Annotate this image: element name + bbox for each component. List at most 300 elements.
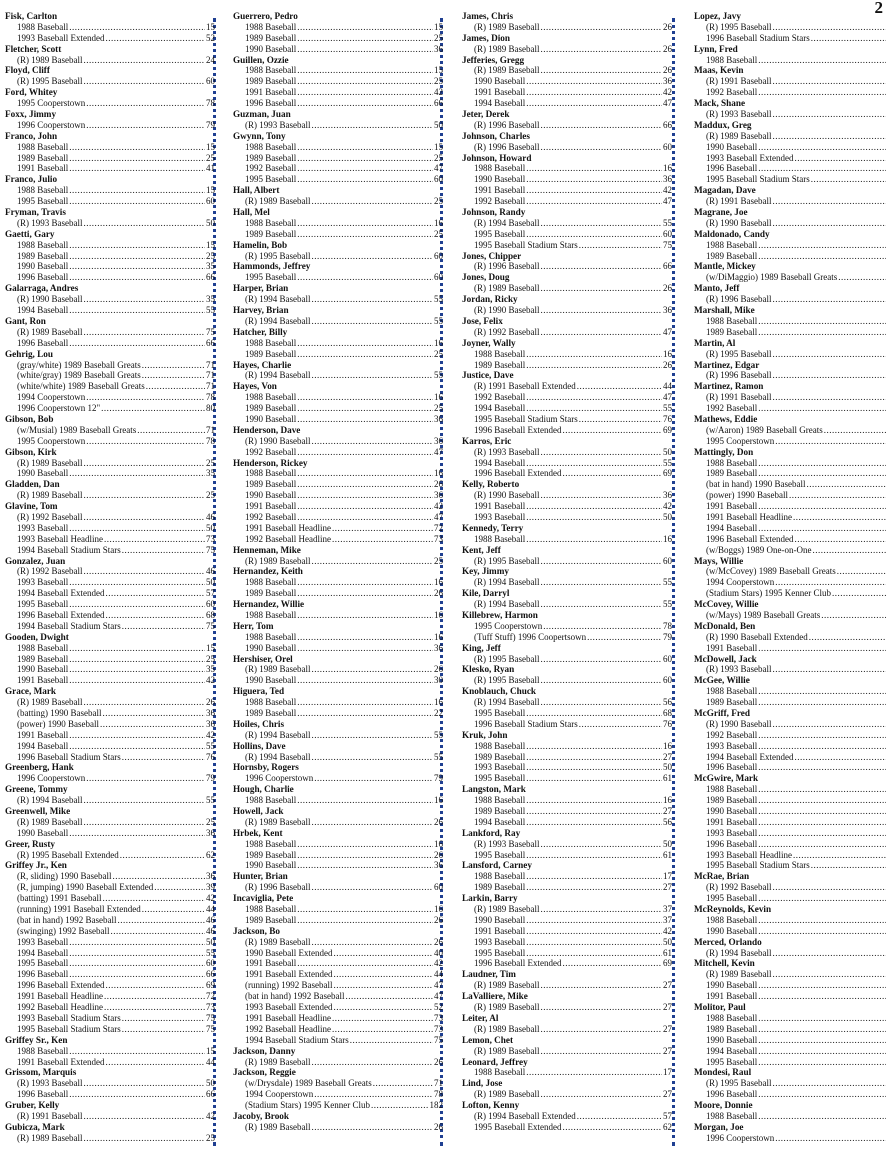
entry-title: (power) 1990 Baseball bbox=[17, 718, 99, 729]
entry-page: 39 bbox=[206, 882, 215, 893]
checklist-entry bbox=[5, 338, 215, 349]
checklist-entry bbox=[233, 730, 443, 741]
dot-leader bbox=[541, 1024, 663, 1035]
entry-page: 26 bbox=[434, 479, 443, 490]
dot-leader bbox=[297, 915, 433, 926]
checklist-entry bbox=[694, 349, 886, 360]
dot-leader bbox=[84, 697, 206, 708]
entry-title: 1995 Baseball bbox=[245, 174, 297, 185]
entry-page: 16 bbox=[434, 795, 443, 806]
entry-page: 76 bbox=[663, 413, 672, 424]
entry-page: 15 bbox=[206, 185, 215, 196]
player-name: Jordan, Ricky bbox=[462, 294, 518, 305]
entry-page: 42 bbox=[206, 675, 215, 686]
entry-title: (R) 1994 Baseball bbox=[245, 315, 311, 326]
dot-leader bbox=[312, 882, 434, 893]
dot-leader bbox=[312, 370, 434, 381]
entry-page: 36 bbox=[206, 718, 215, 729]
dot-leader bbox=[69, 185, 205, 196]
checklist-entry bbox=[694, 142, 886, 153]
entry-title: 1995 Cooperstown bbox=[474, 620, 543, 631]
checklist-entry bbox=[462, 414, 672, 425]
entry-page: 47 bbox=[663, 98, 672, 109]
entry-title: (R) 1993 Baseball bbox=[17, 1078, 83, 1089]
player-name: Mattingly, Don bbox=[694, 446, 754, 457]
dot-leader bbox=[333, 980, 433, 991]
player-name: McReynolds, Kevin bbox=[694, 904, 772, 915]
entry-page: 27 bbox=[663, 1023, 672, 1034]
dot-leader bbox=[312, 1122, 434, 1133]
entry-page: 50 bbox=[663, 762, 672, 773]
entry-page: 36 bbox=[434, 413, 443, 424]
entry-title: (R) 1996 Baseball bbox=[474, 119, 540, 130]
entry-page: 55 bbox=[206, 947, 215, 958]
player-name: Jose, Felix bbox=[462, 315, 503, 326]
entry-title: 1996 Baseball bbox=[17, 337, 69, 348]
checklist-entry bbox=[462, 675, 672, 686]
entry-title: (R) 1994 Baseball bbox=[474, 217, 540, 228]
checklist-entry bbox=[694, 468, 886, 479]
checklist-entry bbox=[462, 87, 672, 98]
dot-leader bbox=[332, 1013, 433, 1024]
dot-leader bbox=[120, 850, 205, 861]
entry-page: 62 bbox=[663, 1121, 672, 1132]
entry-page: 66 bbox=[434, 98, 443, 109]
entry-page: 61 bbox=[663, 773, 672, 784]
dot-leader bbox=[84, 490, 206, 501]
dot-leader bbox=[69, 142, 205, 153]
entry-page: 26 bbox=[434, 1121, 443, 1132]
entry-title: (R) 1989 Baseball bbox=[474, 65, 540, 76]
checklist-entry bbox=[5, 882, 215, 893]
dot-leader bbox=[526, 708, 662, 719]
checklist-entry bbox=[694, 392, 886, 403]
checklist-entry bbox=[694, 893, 886, 904]
entry-page: 16 bbox=[434, 577, 443, 588]
dot-leader bbox=[758, 784, 886, 795]
dot-leader bbox=[541, 305, 663, 316]
player-name: Gwynn, Tony bbox=[233, 130, 286, 141]
entry-title: 1989 Baseball bbox=[706, 250, 758, 261]
entry-title: 1996 Baseball bbox=[706, 1089, 758, 1100]
entry-title: (R) 1994 Baseball bbox=[245, 751, 311, 762]
checklist-entry bbox=[233, 229, 443, 240]
dot-leader bbox=[350, 1035, 433, 1046]
entry-page: 36 bbox=[434, 43, 443, 54]
checklist-entry bbox=[5, 360, 215, 371]
checklist-entry bbox=[694, 1089, 886, 1100]
entry-page: 25 bbox=[434, 403, 443, 414]
entry-title: 1990 Baseball bbox=[706, 141, 758, 152]
checklist-entry bbox=[462, 1111, 672, 1122]
dot-leader bbox=[84, 55, 206, 66]
entry-title: (R) 1995 Baseball bbox=[245, 250, 311, 261]
entry-page: 66 bbox=[206, 337, 215, 348]
checklist-entry bbox=[5, 915, 215, 926]
checklist-entry bbox=[233, 588, 443, 599]
dot-leader bbox=[541, 675, 663, 686]
checklist-entry bbox=[5, 599, 215, 610]
checklist-entry bbox=[462, 621, 672, 632]
entry-title: 1989 Baseball bbox=[245, 32, 297, 43]
entry-page: 16 bbox=[434, 217, 443, 228]
player-name: Johnson, Randy bbox=[462, 207, 526, 218]
checklist-entry bbox=[694, 1024, 886, 1035]
checklist-entry bbox=[694, 22, 886, 33]
checklist-entry bbox=[694, 948, 886, 959]
entry-title: (Stadium Stars) 1995 Kenner Club bbox=[245, 1100, 370, 1111]
entry-page: 16 bbox=[434, 631, 443, 642]
dot-leader bbox=[526, 937, 662, 948]
entry-title: 1988 Baseball bbox=[474, 740, 526, 751]
entry-title: 1988 Baseball bbox=[706, 686, 758, 697]
checklist-entry bbox=[233, 436, 443, 447]
player-name: Morgan, Joe bbox=[694, 1121, 744, 1132]
entry-page: 50 bbox=[663, 511, 672, 522]
dot-leader bbox=[526, 512, 662, 523]
checklist-entry bbox=[233, 991, 443, 1002]
dot-leader bbox=[526, 534, 662, 545]
checklist-entry bbox=[694, 174, 886, 185]
entry-page: 60 bbox=[434, 882, 443, 893]
page-number: 2 bbox=[874, 0, 883, 17]
entry-title: 1993 Baseball Extended bbox=[706, 152, 794, 163]
player-name: Grissom, Marquis bbox=[5, 1067, 77, 1078]
dot-leader bbox=[794, 752, 886, 763]
checklist-entry bbox=[233, 850, 443, 861]
entry-page: 16 bbox=[434, 609, 443, 620]
player-name: Johnson, Charles bbox=[462, 130, 530, 141]
entry-page: 78 bbox=[206, 435, 215, 446]
entry-title: 1994 Baseball bbox=[17, 305, 69, 316]
dot-leader bbox=[297, 675, 433, 686]
entry-page: 36 bbox=[434, 435, 443, 446]
player-name: Gibson, Kirk bbox=[5, 446, 57, 457]
checklist-entry bbox=[233, 370, 443, 381]
entry-title: 1989 Baseball bbox=[706, 1023, 758, 1034]
dot-leader bbox=[758, 1035, 886, 1046]
player-name: Gooden, Dwight bbox=[5, 631, 69, 642]
entry-page: 55 bbox=[206, 305, 215, 316]
dot-leader bbox=[122, 1013, 205, 1024]
entry-page: 26 bbox=[434, 816, 443, 827]
entry-title: 1989 Baseball bbox=[706, 795, 758, 806]
checklist-entry bbox=[694, 436, 886, 447]
entry-title: (power) 1990 Baseball bbox=[706, 490, 788, 501]
entry-page: 26 bbox=[434, 588, 443, 599]
checklist-entry bbox=[5, 196, 215, 207]
dot-leader bbox=[84, 76, 206, 87]
checklist-entry bbox=[694, 1057, 886, 1068]
entry-title: 1989 Baseball bbox=[17, 250, 69, 261]
dot-leader bbox=[526, 163, 662, 174]
dot-leader bbox=[562, 958, 662, 969]
checklist-entry bbox=[462, 283, 672, 294]
entry-title: 1995 Baseball bbox=[17, 958, 69, 969]
checklist-entry bbox=[462, 599, 672, 610]
entry-title: 1996 Baseball bbox=[706, 838, 758, 849]
entry-title: 1994 Baseball Stadium Stars bbox=[17, 544, 121, 555]
entry-title: 1992 Baseball bbox=[245, 446, 297, 457]
dot-leader bbox=[105, 588, 205, 599]
entry-title: (R) 1989 Baseball bbox=[474, 283, 540, 294]
dot-leader bbox=[526, 98, 662, 109]
checklist-entry bbox=[694, 251, 886, 262]
entry-title: 1993 Baseball Extended bbox=[17, 32, 105, 43]
entry-page: 36 bbox=[206, 708, 215, 718]
entry-title: 1989 Baseball bbox=[245, 708, 297, 718]
checklist-entry bbox=[233, 1122, 443, 1133]
checklist-entry bbox=[233, 534, 443, 545]
entry-title: 1989 Baseball bbox=[474, 359, 526, 370]
checklist-entry bbox=[694, 534, 886, 545]
entry-title: (R) 1989 Baseball bbox=[706, 130, 772, 141]
player-name: Martinez, Ramon bbox=[694, 381, 764, 392]
entry-title: 1992 Baseball bbox=[245, 163, 297, 174]
entry-page: 24 bbox=[206, 54, 215, 65]
entry-page: 16 bbox=[663, 348, 672, 359]
checklist-entry bbox=[233, 403, 443, 414]
entry-page: 50 bbox=[206, 936, 215, 947]
player-name: Larkin, Barry bbox=[462, 893, 518, 904]
entry-title: (R) 1989 Baseball bbox=[474, 43, 540, 54]
entry-page: 68 bbox=[663, 708, 672, 718]
entry-title: 1988 Baseball bbox=[706, 914, 758, 925]
entry-title: 1989 Baseball bbox=[474, 751, 526, 762]
entry-page: 55 bbox=[206, 740, 215, 751]
checklist-entry bbox=[462, 839, 672, 850]
checklist-entry bbox=[462, 1046, 672, 1057]
entry-page: 71 bbox=[434, 1078, 443, 1089]
entry-title: 1991 Baseball Headline bbox=[17, 991, 103, 1002]
entry-page: 46 bbox=[206, 511, 215, 522]
entry-title: 1988 Baseball bbox=[706, 315, 758, 326]
entry-page: 60 bbox=[663, 675, 672, 686]
entry-title: (R) 1994 Baseball bbox=[245, 729, 311, 740]
entry-title: (R) 1992 Baseball bbox=[706, 882, 772, 893]
checklist-entry bbox=[462, 882, 672, 893]
player-name: McCovey, Willie bbox=[694, 599, 759, 610]
entry-title: 1988 Baseball bbox=[706, 239, 758, 250]
dot-leader bbox=[837, 566, 886, 577]
dot-leader bbox=[69, 577, 205, 588]
dot-leader bbox=[69, 240, 205, 251]
dot-leader bbox=[758, 501, 886, 512]
entry-page: 36 bbox=[206, 827, 215, 838]
checklist-entry bbox=[5, 218, 215, 229]
player-name: Merced, Orlando bbox=[694, 936, 762, 947]
checklist-entry bbox=[694, 1078, 886, 1089]
entry-title: 1989 Baseball bbox=[474, 882, 526, 893]
checklist-entry bbox=[462, 773, 672, 784]
checklist-entry bbox=[5, 403, 215, 414]
entry-title: (R) 1989 Baseball bbox=[17, 457, 83, 468]
entry-title: (R) 1996 Baseball bbox=[474, 141, 540, 152]
checklist-entry bbox=[233, 142, 443, 153]
checklist-entry bbox=[233, 251, 443, 262]
dot-leader bbox=[773, 349, 886, 360]
entry-page: 57 bbox=[663, 1110, 672, 1121]
player-name: Guerrero, Pedro bbox=[233, 11, 298, 21]
checklist-entry bbox=[233, 795, 443, 806]
entry-title: 1988 Baseball bbox=[245, 838, 297, 849]
dot-leader bbox=[297, 501, 433, 512]
entry-title: 1988 Baseball bbox=[474, 348, 526, 359]
checklist-entry bbox=[462, 577, 672, 588]
dot-leader bbox=[775, 577, 886, 588]
entry-title: 1995 Cooperstown bbox=[17, 98, 86, 109]
checklist-entry bbox=[233, 174, 443, 185]
dot-leader bbox=[297, 272, 433, 283]
dot-leader bbox=[758, 163, 886, 174]
checklist-entry bbox=[462, 76, 672, 87]
checklist-entry bbox=[694, 512, 886, 523]
column-divider bbox=[672, 18, 675, 1146]
dot-leader bbox=[345, 991, 433, 1002]
dot-leader bbox=[758, 762, 886, 773]
dot-leader bbox=[69, 196, 205, 207]
entry-title: (R) 1992 Baseball bbox=[17, 511, 83, 522]
entry-title: 1992 Baseball bbox=[474, 196, 526, 207]
checklist-entry bbox=[233, 817, 443, 828]
checklist-entry bbox=[5, 893, 215, 904]
dot-leader bbox=[69, 730, 205, 741]
checklist-entry bbox=[462, 468, 672, 479]
checklist-entry bbox=[5, 675, 215, 686]
checklist-entry bbox=[5, 98, 215, 109]
dot-leader bbox=[297, 958, 433, 969]
entry-title: (R) 1994 Baseball bbox=[474, 577, 540, 588]
entry-title: 1995 Baseball Stadium Stars bbox=[706, 860, 810, 871]
player-name: Ford, Whitey bbox=[5, 87, 58, 98]
entry-page: 26 bbox=[434, 1056, 443, 1067]
dot-leader bbox=[526, 850, 662, 861]
entry-title: 1995 Baseball Stadium Stars bbox=[17, 1023, 121, 1034]
dot-leader bbox=[541, 218, 663, 229]
checklist-entry bbox=[694, 991, 886, 1002]
dot-leader bbox=[758, 795, 886, 806]
player-name: Floyd, Cliff bbox=[5, 65, 50, 76]
checklist-entry bbox=[462, 752, 672, 763]
player-name: James, Dion bbox=[462, 32, 510, 43]
dot-leader bbox=[526, 1067, 662, 1078]
entry-page: 27 bbox=[663, 1002, 672, 1013]
checklist-entry bbox=[462, 163, 672, 174]
dot-leader bbox=[541, 142, 663, 153]
checklist-entry bbox=[462, 512, 672, 523]
entry-page: 47 bbox=[663, 392, 672, 403]
entry-title: (R, jumping) 1990 Baseball Extended bbox=[17, 882, 154, 893]
dot-leader bbox=[758, 686, 886, 697]
dot-leader bbox=[297, 839, 433, 850]
dot-leader bbox=[312, 817, 434, 828]
entry-title: 1991 Baseball bbox=[17, 163, 69, 174]
entry-title: 1993 Baseball bbox=[474, 511, 526, 522]
entry-title: 1995 Baseball Stadium Stars bbox=[474, 239, 578, 250]
checklist-entry bbox=[5, 370, 215, 381]
player-name: McGwire, Mark bbox=[694, 773, 759, 784]
checklist-entry bbox=[694, 730, 886, 741]
entry-page: 50 bbox=[663, 446, 672, 457]
entry-title: (R) 1993 Baseball bbox=[706, 109, 772, 120]
entry-page: 37 bbox=[663, 914, 672, 925]
checklist-entry bbox=[462, 327, 672, 338]
entry-page: 47 bbox=[663, 196, 672, 207]
entry-title: (R) 1989 Baseball bbox=[474, 1002, 540, 1013]
dot-leader bbox=[69, 153, 205, 164]
entry-title: (R) 1995 Baseball Extended bbox=[17, 849, 119, 860]
checklist-entry bbox=[462, 948, 672, 959]
dot-leader bbox=[526, 817, 662, 828]
checklist-entry bbox=[5, 153, 215, 164]
player-name: Marshall, Mike bbox=[694, 305, 755, 316]
entry-title: 1995 Baseball bbox=[474, 773, 526, 784]
entry-title: 1993 Baseball bbox=[474, 936, 526, 947]
entry-title: 1991 Baseball bbox=[706, 501, 758, 512]
entry-title: 1993 Baseball Headline bbox=[17, 533, 103, 544]
entry-title: (R) 1991 Baseball bbox=[706, 392, 772, 403]
checklist-entry bbox=[694, 490, 886, 501]
checklist-entry bbox=[462, 425, 672, 436]
player-name: Jackson, Reggie bbox=[233, 1067, 296, 1078]
checklist-entry bbox=[233, 349, 443, 360]
checklist-entry bbox=[694, 1035, 886, 1046]
checklist-entry bbox=[233, 65, 443, 76]
player-name: Howell, Jack bbox=[233, 806, 284, 817]
entry-title: 1996 Cooperstown bbox=[706, 1132, 775, 1143]
dot-leader bbox=[526, 458, 662, 469]
entry-page: 40 bbox=[434, 947, 443, 958]
dot-leader bbox=[579, 414, 662, 425]
checklist-entry bbox=[694, 425, 886, 436]
entry-page: 69 bbox=[663, 958, 672, 969]
entry-page: 16 bbox=[434, 904, 443, 915]
checklist-entry bbox=[233, 316, 443, 327]
dot-leader bbox=[297, 392, 433, 403]
entry-page: 16 bbox=[434, 697, 443, 708]
entry-title: 1988 Baseball bbox=[474, 1067, 526, 1078]
entry-title: 1991 Baseball bbox=[706, 642, 758, 653]
dot-leader bbox=[562, 468, 662, 479]
dot-leader bbox=[838, 272, 886, 283]
checklist-entry bbox=[5, 958, 215, 969]
player-name: Lankford, Ray bbox=[462, 827, 521, 838]
player-name: Martinez, Edgar bbox=[694, 359, 760, 370]
dot-leader bbox=[69, 664, 205, 675]
entry-title: 1989 Baseball bbox=[706, 326, 758, 337]
checklist-entry bbox=[462, 1067, 672, 1078]
entry-title: 1989 Baseball bbox=[706, 697, 758, 708]
player-name: Incaviglia, Pete bbox=[233, 893, 294, 904]
checklist-entry bbox=[233, 1024, 443, 1035]
dot-leader bbox=[541, 904, 663, 915]
player-name: Jefferies, Gregg bbox=[462, 54, 525, 65]
entry-page: 15 bbox=[206, 642, 215, 653]
entry-page: 50 bbox=[663, 936, 672, 947]
dot-leader bbox=[562, 1122, 662, 1133]
dot-leader bbox=[101, 403, 205, 414]
index-column-4 bbox=[694, 11, 886, 1144]
checklist-entry bbox=[233, 1078, 443, 1089]
dot-leader bbox=[297, 403, 433, 414]
player-name: Franco, Julio bbox=[5, 174, 58, 185]
entry-page: 57 bbox=[206, 588, 215, 599]
checklist-entry bbox=[233, 969, 443, 980]
dot-leader bbox=[775, 436, 886, 447]
checklist-entry bbox=[694, 632, 886, 643]
dot-leader bbox=[758, 926, 886, 937]
checklist-entry bbox=[462, 229, 672, 240]
